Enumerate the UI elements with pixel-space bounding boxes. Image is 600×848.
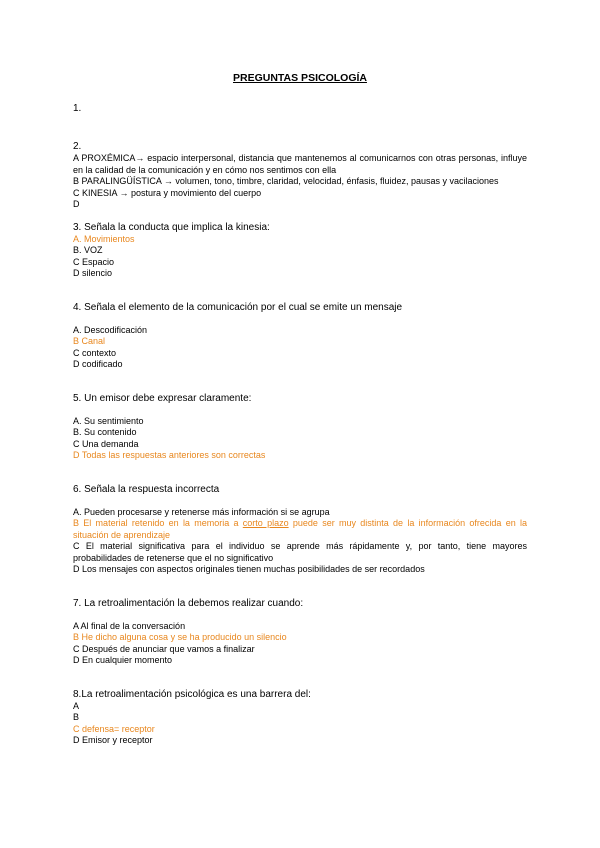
question-8-option-a: A (73, 700, 80, 711)
question-4-option-a: A. Descodificación (73, 324, 148, 335)
question-4-option-b: B Canal (73, 336, 106, 346)
question-5: 5. Un emisor debe expresar claramente: (73, 392, 252, 404)
question-7-option-d: D En cualquier momento (73, 655, 173, 665)
question-3-option-a: A. Movimientos (73, 233, 135, 244)
question-4-option-c: C contexto (73, 347, 117, 358)
question-6-option-b (73, 518, 527, 541)
question-6-option-b-start: B El material retenido en la memoria a (73, 518, 243, 528)
question-3-option-d: D silencio (73, 268, 113, 278)
question-7-option-c: C Después de anunciar que vamos a finalizar (73, 643, 255, 654)
question-5-option-c: C Una demanda (73, 438, 139, 449)
question-7-option-a: A Al final de la conversación (73, 620, 186, 631)
question-8-option-b: B (73, 712, 80, 722)
question-5-option-b: B. Su contenido (73, 427, 137, 437)
question-6-option-b-end: puede ser muy distinta de la información ofrecida en la situación de aprendizaje (73, 518, 528, 540)
page-title: PREGUNTAS PSICOLOGÍA (233, 72, 367, 84)
question-2: 2. (73, 141, 82, 152)
question-4-option-d: D codificado (73, 359, 123, 369)
question-6: 6. Señala la respuesta incorrecta (73, 483, 220, 495)
question-3: 3. Señala la conducta que implica la kinesia: (73, 221, 270, 233)
question-3-option-c: C Espacio (73, 256, 115, 267)
question-3-option-b: B. VOZ (73, 245, 103, 255)
question-2-option-b: B PARALINGÜÍSTICA → volumen, tono, timbre, claridad, velocidad, énfasis, fluidez, pausas y vacilaciones (73, 176, 499, 186)
question-6-option-c: C El material significativa para el individuo se aprende más rápidamente y, por tanto, tiene mayores probabilidades de retenerse que el no significativo (73, 541, 527, 563)
document-page (73, 72, 527, 747)
question-2-option-c: C KINESIA → postura y movimiento del cuerpo (73, 187, 262, 198)
question-6-option-b-underlined: corto plazo (242, 518, 289, 528)
question-5-option-d: D Todas las respuestas anteriores son correctas (73, 450, 266, 460)
question-6-option-d: D Los mensajes con aspectos originales tienen muchas posibilidades de ser recordados (73, 564, 425, 574)
question-2-option-d: D (73, 199, 80, 209)
question-6-option-a: A. Pueden procesarse y retenerse más información si se agrupa (73, 506, 330, 517)
question-1: 1. (73, 103, 82, 114)
question-8-option-d: D Emisor y receptor (73, 735, 153, 745)
question-7-option-b: B He dicho alguna cosa y se ha producido un silencio (73, 632, 287, 642)
question-7: 7. La retroalimentación la debemos realizar cuando: (73, 597, 304, 609)
question-5-option-a: A. Su sentimiento (73, 415, 144, 426)
question-8-option-c: C defensa= receptor (73, 723, 155, 734)
question-2-option-a: A PROXÉMICA→ espacio interpersonal, distancia que mantenemos al comunicarnos con otras personas, influye en la calidad de la comunicación y en cómo nos sentimos con ella (73, 153, 527, 175)
question-4: 4. Señala el elemento de la comunicación por el cual se emite un mensaje (73, 301, 403, 313)
question-8: 8.La retroalimentación psicológica es una barrera del: (73, 688, 311, 700)
